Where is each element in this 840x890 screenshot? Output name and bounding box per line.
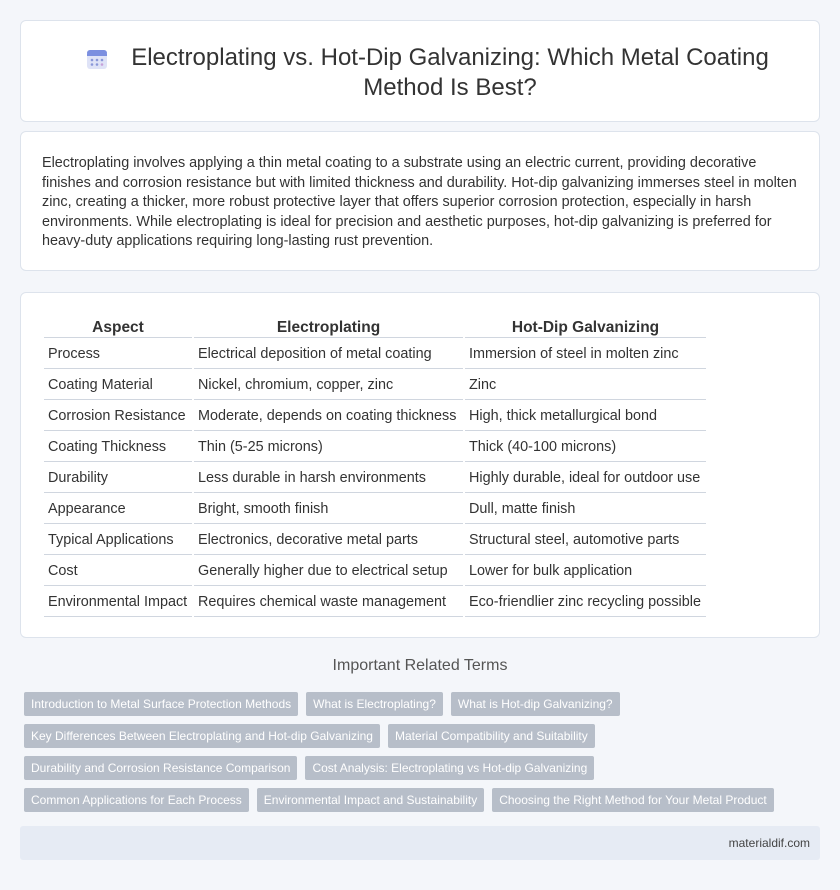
related-term-link[interactable]: What is Hot-dip Galvanizing? bbox=[451, 692, 620, 716]
cell-aspect: Corrosion Resistance bbox=[44, 402, 192, 431]
intro-paragraph: Electroplating involves applying a thin metal coating to a substrate using an electric current, providing decorative finishes and corrosion resistance but with limited thickness and durability. Hot-dip galvanizing immerses steel in molten zinc, creating a thicker, more robust protective layer that offers superior corrosion protection, especially in harsh environments. While electroplating is ideal for precision and aesthetic purposes, hot-dip galvanizing is preferred for heavy-duty applications requiring long-lasting rust prevention. bbox=[42, 155, 797, 250]
table-row bbox=[44, 340, 706, 369]
comparison-card bbox=[20, 292, 820, 638]
tag-row bbox=[24, 788, 804, 812]
header-card bbox=[20, 20, 820, 122]
table-row bbox=[44, 371, 706, 400]
cell-electroplating: Generally higher due to electrical setup bbox=[194, 557, 463, 586]
cell-electroplating: Requires chemical waste management bbox=[194, 588, 463, 617]
header-hot-dip-galvanizing: Hot-Dip Galvanizing bbox=[465, 317, 706, 338]
cell-aspect: Appearance bbox=[44, 495, 192, 524]
tag-row bbox=[24, 724, 804, 748]
cell-electroplating: Electronics, decorative metal parts bbox=[194, 526, 463, 555]
related-term-link[interactable]: Key Differences Between Electroplating and Hot-dip Galvanizing bbox=[24, 724, 380, 748]
cell-hot-dip: Structural steel, automotive parts bbox=[465, 526, 706, 555]
cell-aspect: Coating Thickness bbox=[44, 433, 192, 462]
table-header-row bbox=[44, 317, 706, 338]
cell-aspect: Environmental Impact bbox=[44, 588, 192, 617]
cell-hot-dip: High, thick metallurgical bond bbox=[465, 402, 706, 431]
table-row bbox=[44, 588, 706, 617]
footer bbox=[20, 826, 820, 860]
table-row bbox=[44, 526, 706, 555]
cell-aspect: Cost bbox=[44, 557, 192, 586]
cell-aspect: Typical Applications bbox=[44, 526, 192, 555]
cell-electroplating: Less durable in harsh environments bbox=[194, 464, 463, 493]
tag-row bbox=[24, 692, 804, 716]
related-term-link[interactable]: Environmental Impact and Sustainability bbox=[257, 788, 484, 812]
cell-hot-dip: Highly durable, ideal for outdoor use bbox=[465, 464, 706, 493]
related-term-link[interactable]: Choosing the Right Method for Your Metal Product bbox=[492, 788, 774, 812]
related-term-link[interactable]: Introduction to Metal Surface Protection Methods bbox=[24, 692, 298, 716]
cell-hot-dip: Dull, matte finish bbox=[465, 495, 706, 524]
related-term-link[interactable]: What is Electroplating? bbox=[306, 692, 443, 716]
comparison-table bbox=[42, 315, 708, 619]
cell-hot-dip: Thick (40-100 microns) bbox=[465, 433, 706, 462]
cell-hot-dip: Lower for bulk application bbox=[465, 557, 706, 586]
intro-card bbox=[20, 131, 820, 271]
header-electroplating: Electroplating bbox=[194, 317, 463, 338]
calendar-icon bbox=[85, 47, 109, 71]
cell-electroplating: Nickel, chromium, copper, zinc bbox=[194, 371, 463, 400]
cell-electroplating: Electrical deposition of metal coating bbox=[194, 340, 463, 369]
cell-hot-dip: Zinc bbox=[465, 371, 706, 400]
cell-aspect: Process bbox=[44, 340, 192, 369]
tag-row bbox=[24, 756, 804, 780]
footer-site-link[interactable]: materialdif.com bbox=[728, 836, 810, 850]
cell-electroplating: Moderate, depends on coating thickness bbox=[194, 402, 463, 431]
related-term-link[interactable]: Cost Analysis: Electroplating vs Hot-dip Galvanizing bbox=[305, 756, 594, 780]
table-row bbox=[44, 433, 706, 462]
cell-hot-dip: Eco-friendlier zinc recycling possible bbox=[465, 588, 706, 617]
related-term-link[interactable]: Common Applications for Each Process bbox=[24, 788, 249, 812]
page-title: Electroplating vs. Hot-Dip Galvanizing: Which Metal Coating Method Is Best? bbox=[131, 44, 769, 101]
cell-hot-dip: Immersion of steel in molten zinc bbox=[465, 340, 706, 369]
related-terms-heading: Important Related Terms bbox=[332, 657, 508, 674]
cell-electroplating: Thin (5-25 microns) bbox=[194, 433, 463, 462]
cell-aspect: Coating Material bbox=[44, 371, 192, 400]
related-terms-list bbox=[24, 692, 804, 820]
related-term-link[interactable]: Durability and Corrosion Resistance Comparison bbox=[24, 756, 297, 780]
table-row bbox=[44, 557, 706, 586]
table-row bbox=[44, 402, 706, 431]
related-term-link[interactable]: Material Compatibility and Suitability bbox=[388, 724, 595, 748]
header-aspect: Aspect bbox=[44, 317, 192, 338]
cell-aspect: Durability bbox=[44, 464, 192, 493]
table-row bbox=[44, 495, 706, 524]
table-row bbox=[44, 464, 706, 493]
cell-electroplating: Bright, smooth finish bbox=[194, 495, 463, 524]
